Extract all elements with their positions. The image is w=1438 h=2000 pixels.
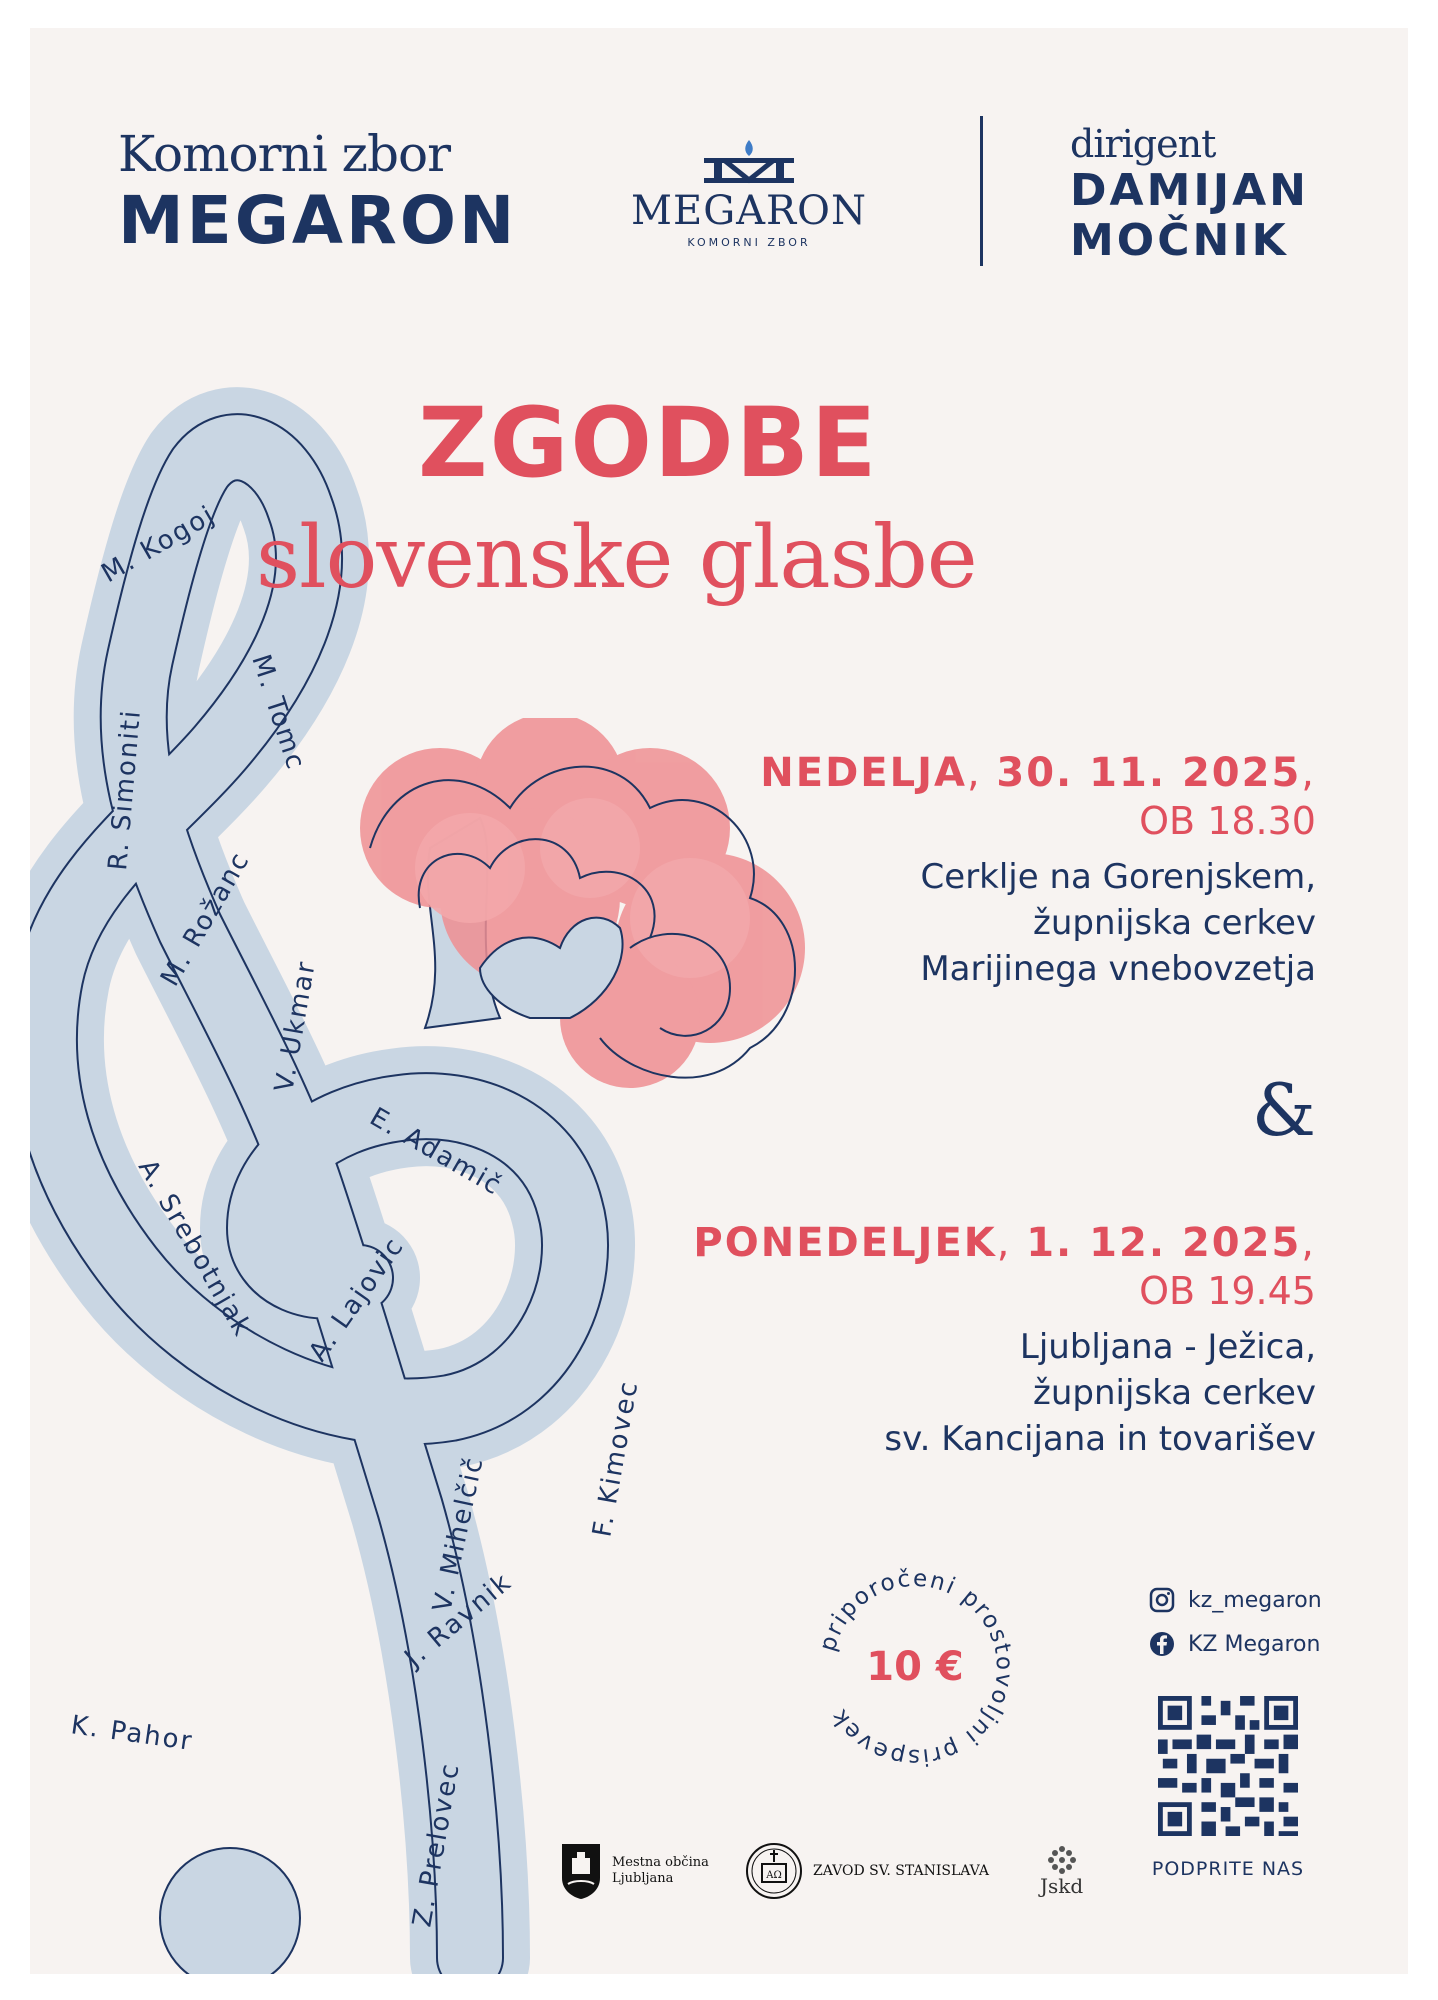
event-day: NEDELJA bbox=[760, 750, 967, 796]
composer-name: A. Lajovic bbox=[303, 1231, 411, 1368]
conductor-block bbox=[1070, 122, 1309, 266]
event-location-line: župnijska cerkev bbox=[1033, 1373, 1316, 1413]
support-label: PODPRITE NAS bbox=[1151, 1858, 1305, 1880]
title-line2: slovenske glasbe bbox=[256, 508, 977, 608]
logo-subtitle: KOMORNI ZBOR bbox=[687, 236, 811, 249]
poster bbox=[30, 28, 1408, 1974]
instagram-handle: kz_megaron bbox=[1188, 1587, 1322, 1613]
event-location bbox=[760, 854, 1316, 992]
conductor-last-name: MOČNIK bbox=[1070, 215, 1289, 266]
composer-name: M. Kogoj bbox=[96, 499, 221, 590]
megaron-logo-mark bbox=[694, 138, 804, 184]
facebook-link[interactable] bbox=[1148, 1622, 1322, 1666]
event-day: PONEDELJEK bbox=[693, 1220, 997, 1266]
composer-name: A. Srebotnjak bbox=[131, 1154, 258, 1343]
composer-name: V. Ukmar bbox=[269, 958, 322, 1095]
event-location-line: Cerklje na Gorenjskem, bbox=[920, 857, 1316, 897]
event-date-line: NEDELJA, 30. 11. 2025, bbox=[760, 750, 1316, 796]
facebook-handle: KZ Megaron bbox=[1188, 1631, 1321, 1657]
event-date: 30. 11. 2025 bbox=[996, 750, 1302, 796]
event-location bbox=[693, 1324, 1316, 1462]
ampersand: & bbox=[1251, 1068, 1316, 1152]
composer-name: M. Rožanc bbox=[155, 846, 257, 992]
composer-name: E. Adamič bbox=[364, 1102, 508, 1202]
event-time: OB 19.45 bbox=[1139, 1269, 1316, 1313]
instagram-icon bbox=[1148, 1586, 1176, 1614]
choir-name-line2: MEGARON bbox=[118, 182, 518, 259]
choir-name-line1: Komorni zbor bbox=[118, 125, 450, 183]
zavod-seal bbox=[745, 1842, 803, 1900]
composer-name: J. Ravnik bbox=[399, 1566, 518, 1674]
ljubljana-coat-of-arms bbox=[560, 1842, 602, 1900]
megaron-logo bbox=[624, 138, 874, 249]
composer-name: K. Pahor bbox=[69, 1710, 196, 1758]
conductor-label: dirigent bbox=[1070, 122, 1216, 166]
event-2 bbox=[693, 1218, 1316, 1462]
event-time: OB 18.30 bbox=[1139, 799, 1316, 843]
instagram-link[interactable] bbox=[1148, 1578, 1322, 1622]
sponsor-mol-line2: Ljubljana bbox=[612, 1871, 674, 1886]
composer-name: M. Tomc bbox=[245, 650, 311, 775]
sponsor-mol bbox=[560, 1836, 709, 1906]
svg-text:AΩ: AΩ bbox=[766, 1870, 782, 1881]
event-location-line: župnijska cerkev bbox=[1033, 903, 1316, 943]
logo-name: MEGARON bbox=[631, 188, 867, 234]
composer-name: F. Kimovec bbox=[587, 1377, 645, 1540]
sponsor-jskd bbox=[1040, 1836, 1083, 1906]
contribution-amount: 10 € bbox=[866, 1644, 964, 1690]
qr-code[interactable] bbox=[1158, 1696, 1298, 1836]
sponsor-zavod bbox=[745, 1836, 989, 1906]
composer-name: R. Simoniti bbox=[103, 707, 148, 872]
facebook-icon bbox=[1148, 1630, 1176, 1658]
composer-name: Z. Prelovec bbox=[407, 1760, 466, 1930]
contribution-badge bbox=[805, 1558, 1025, 1778]
event-date-line: PONEDELJEK, 1. 12. 2025, bbox=[693, 1220, 1316, 1266]
jskd-logo bbox=[1047, 1845, 1077, 1875]
sponsor-zavod-name: ZAVOD SV. STANISLAVA bbox=[813, 1863, 989, 1879]
event-location-line: Ljubljana - Ježica, bbox=[1019, 1327, 1316, 1367]
choir-name-block bbox=[118, 124, 517, 258]
header-divider bbox=[980, 116, 983, 266]
composer-name: V. Mihelčič bbox=[427, 1453, 490, 1615]
event-location-line: Marijinega vnebovzetja bbox=[920, 949, 1316, 989]
sponsor-mol-line1: Mestna občina bbox=[612, 1855, 709, 1870]
event-location-line: sv. Kancijana in tovarišev bbox=[884, 1419, 1316, 1459]
event-1 bbox=[760, 748, 1316, 992]
title-line1: ZGODBE bbox=[418, 387, 879, 499]
contribution-circle-text: priporočeni prostovoljni prispevek bbox=[814, 1565, 1018, 1771]
conductor-first-name: DAMIJAN bbox=[1070, 165, 1309, 216]
event-date: 1. 12. 2025 bbox=[1026, 1220, 1302, 1266]
social-links bbox=[1148, 1578, 1322, 1666]
sponsor-jskd-name: Jskd bbox=[1040, 1874, 1084, 1898]
